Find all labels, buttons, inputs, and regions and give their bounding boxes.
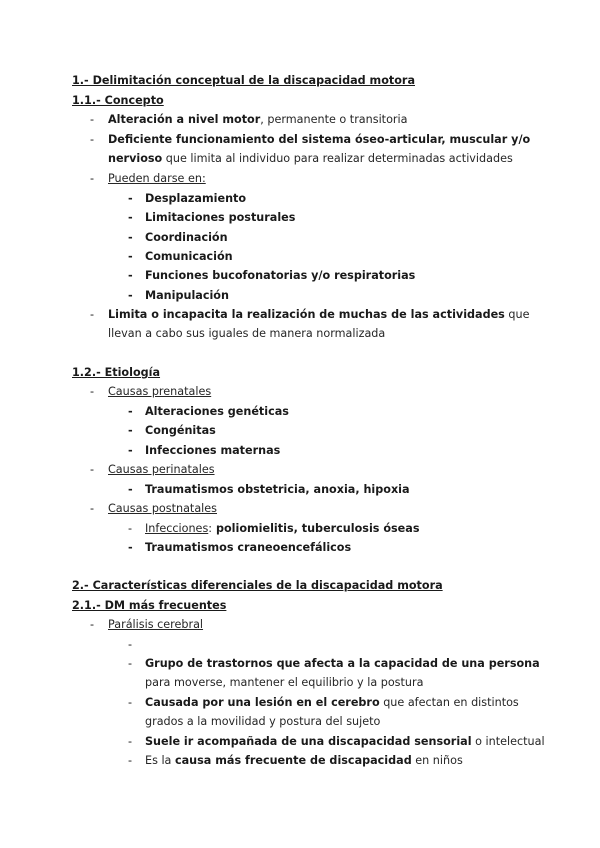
list-item: Deficiente funcionamiento del sistema óseo-articular, muscular y/o (108, 133, 531, 146)
sub-item: Congénitas (145, 424, 216, 437)
list-item: Causas prenatales (108, 385, 212, 398)
list-item: Parálisis cerebral (108, 618, 204, 631)
sub-item: Limitaciones posturales (145, 211, 296, 224)
sub-dash: - (128, 638, 133, 651)
list-item: Pueden darse en: (108, 172, 206, 185)
list-dash: - (90, 133, 95, 146)
sub-item: Desplazamiento (145, 192, 247, 205)
list-dash: - (90, 618, 95, 631)
sub-dash: - (128, 522, 133, 535)
list-dash: - (90, 308, 95, 321)
sub-dash: - (128, 250, 133, 263)
section-1-title: 1.- Delimitación conceptual de la discapacidad motora (72, 74, 415, 87)
sub-item: Suele ir acompañada de una discapacidad sensorial o intelectual (145, 735, 545, 748)
list-item: Causas postnatales (108, 502, 217, 515)
sub-item: Coordinación (145, 231, 228, 244)
sub-dash: - (128, 444, 133, 457)
list-dash: - (90, 502, 95, 515)
list-dash: - (90, 113, 95, 126)
section-1-2-title: 1.2.- Etiología (72, 366, 161, 379)
sub-dash: - (128, 231, 133, 244)
list-dash: - (90, 172, 95, 185)
section-2-1-title: 2.1.- DM más frecuentes (72, 599, 227, 612)
sub-item: Grupo de trastornos que afecta a la capacidad de una persona (145, 657, 540, 670)
sub-item: Traumatismos obstetricia, anoxia, hipoxia (145, 483, 410, 496)
sub-dash: - (128, 483, 133, 496)
sub-dash: - (128, 405, 133, 418)
sub-dash: - (128, 735, 133, 748)
sub-dash: - (128, 754, 133, 767)
sub-dash: - (128, 541, 133, 554)
sub-item-continuation: grados a la movilidad y postura del sujeto (145, 715, 381, 728)
sub-dash: - (128, 657, 133, 670)
sub-item: Traumatismos craneoencefálicos (145, 541, 352, 554)
sub-dash: - (128, 192, 133, 205)
sub-item: Es la causa más frecuente de discapacidad en niños (145, 754, 463, 767)
list-item: Causas perinatales (108, 463, 215, 476)
section-1-1-title: 1.1.- Concepto (72, 94, 164, 107)
sub-item: Infecciones: poliomielitis, tuberculosis óseas (145, 522, 420, 535)
sub-item: Infecciones maternas (145, 444, 281, 457)
sub-item: Comunicación (145, 250, 233, 263)
sub-dash: - (128, 211, 133, 224)
list-item-continuation: nervioso que limita al individuo para realizar determinadas actividades (108, 152, 513, 165)
sub-dash: - (128, 424, 133, 437)
list-item: Alteración a nivel motor, permanente o transitoria (108, 113, 408, 126)
list-item: Limita o incapacita la realización de muchas de las actividades que (108, 308, 530, 321)
section-2-title: 2.- Características diferenciales de la discapacidad motora (72, 579, 443, 592)
list-item-continuation: llevan a cabo sus iguales de manera normalizada (108, 327, 386, 340)
sub-item-continuation: para moverse, mantener el equilibrio y la postura (145, 676, 424, 689)
sub-dash: - (128, 289, 133, 302)
sub-dash: - (128, 269, 133, 282)
sub-item: Causada por una lesión en el cerebro que afectan en distintos (145, 696, 519, 709)
list-dash: - (90, 463, 95, 476)
list-dash: - (90, 385, 95, 398)
sub-item: Manipulación (145, 289, 229, 302)
sub-item: Alteraciones genéticas (145, 405, 289, 418)
sub-item: Funciones bucofonatorias y/o respiratorias (145, 269, 416, 282)
sub-dash: - (128, 696, 133, 709)
